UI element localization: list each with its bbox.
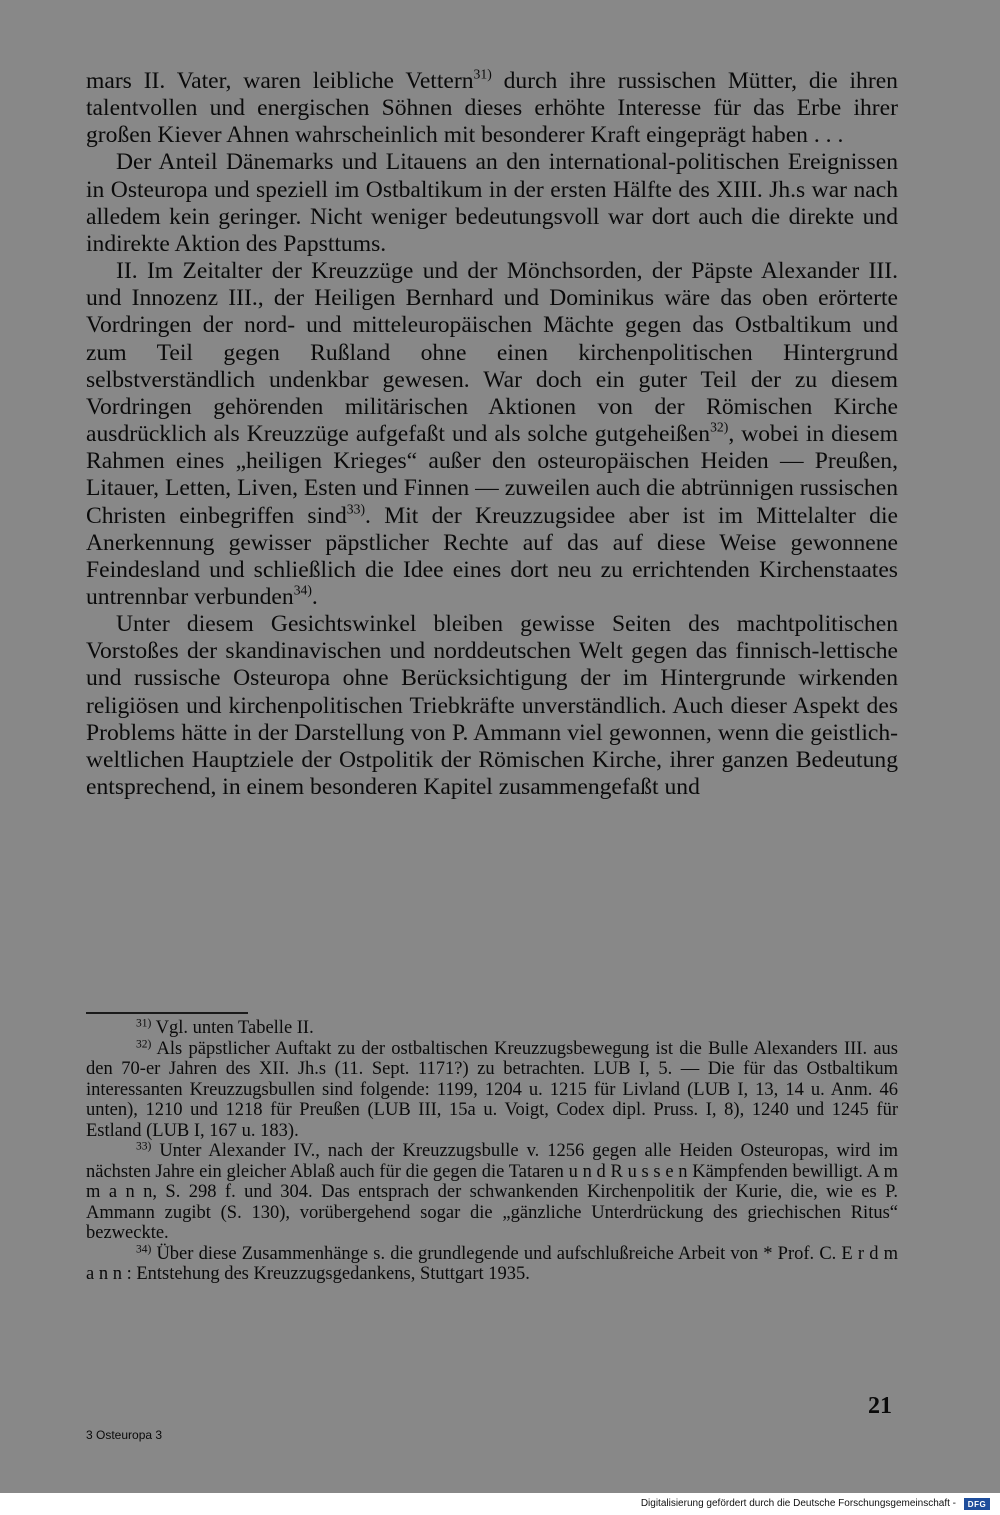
- footnote: [86, 1244, 898, 1285]
- paragraph-text: durch ihre russischen Mütter, die ihren talentvollen und energischen Söhnen dieses erhöhte Interesse für das Erbe ihrer großen Kiever Ahnen wahrscheinlich mit besonderer Kraft eingeprägt haben . . .: [86, 68, 898, 149]
- paragraph-text: . Mit der Kreuzzugsidee aber ist im Mittelalter die Anerkennung gewisser päpstlicher Rechte auf das auf diese Weise gewonnene Feindesland und schließlich die Idee eines dort neu zu errichtenden Kirchenstaates untrennbar verbunden: [86, 502, 898, 610]
- footnote: [86, 1018, 898, 1039]
- footnote-text: Unter Alexander IV., nach der Kreuzzugsbulle v. 1256 gegen alle Heiden Osteuropas, wird im nächsten Jahre ein gleicher Ablaß auch für die gegen die Tataren u n d R u s s e n Kämpfenden bewilligt. A m m a n n, S. 298 f. und 304. Das entsprach der schwankenden Kirchenpolitik der Kurie, die, wie es P. Ammann zugibt (S. 130), vorübergehend sogar die „gänzliche Unterdrückung des griechischen Ritus“ bezweckte.: [86, 1141, 898, 1243]
- page-number: 21: [868, 1393, 892, 1419]
- footnote-rule: [86, 1012, 248, 1014]
- footnote-text: Über diese Zusammenhänge s. die grundlegende und aufschlußreiche Arbeit von * Prof. C. E r d m a n n : Entstehung des Kreuzzugsgedankens, Stuttgart 1935.: [86, 1243, 898, 1284]
- footnote-mark: 31): [136, 1017, 152, 1030]
- paragraph-text: mars II. Vater, waren leibliche Vettern: [86, 68, 474, 94]
- paragraph-text: Der Anteil Dänemarks und Litauens an den international-politischen Ereignissen in Osteuropa und speziell im Ostbaltikum in der ersten Hälfte des XIII. Jh.s war nach alledem kein geringer. Nicht weniger bedeutungsvoll war dort auch die direkte und indirekte Aktion des Papsttums.: [86, 149, 898, 257]
- footnote-mark: 33): [136, 1140, 152, 1153]
- paragraph: [86, 258, 898, 611]
- paragraph-text: II. Im Zeitalter der Kreuzzüge und der Mönchsorden, der Päpste Alexander III. und Innozenz III., der Heiligen Bernhard und Dominikus wäre das oben erörterte Vordringen der nord- und mitteleuropäischen Mächte gegen das Ostbaltikum und zum Teil gegen Rußland ohne einen kirchenpolitischen Hintergrund selbstverständlich undenkbar gewesen. War doch ein guter Teil der zu diesem Vordringen gehörenden militärischen Aktionen von der Römischen Kirche ausdrücklich als Kreuzzüge aufgefaßt und als solche gutgeheißen: [86, 258, 898, 448]
- footnote-reference: 34): [293, 582, 312, 598]
- printer-signature: 3 Osteuropa 3: [86, 1428, 163, 1442]
- paragraph: [86, 149, 898, 258]
- dfg-logo: [964, 1498, 990, 1510]
- footnote: [86, 1039, 898, 1142]
- body-text: [86, 68, 898, 801]
- footnote-reference: 33): [346, 500, 365, 516]
- paragraph-text: , wobei in diesem Rahmen eines „heiligen Krieges“ außer den osteuropäischen Heiden — Preußen, Litauer, Letten, Liven, Esten und Finnen — zuweilen auch die abtrünnigen russischen Christen einbegriffen sind: [86, 421, 899, 529]
- digitization-credit: Digitalisierung gefördert durch die Deutsche Forschungsgemeinschaft -: [640, 1498, 956, 1509]
- footnote-reference: 31): [473, 66, 492, 82]
- footnote-mark: 34): [136, 1243, 152, 1256]
- footnotes: [86, 1018, 898, 1285]
- footnote-text: Als päpstlicher Auftakt zu der ostbaltischen Kreuzzugsbewegung ist die Bulle Alexanders III. aus den 70-er Jahren des XII. Jh.s (11. Sept. 1171?) zu betrachten. LUB I, 5. — Die für das Ostbaltikum interessanten Kreuzzugsbullen sind folgende: 1199, 1204 u. 1215 für Livland (LUB I, 13, 14 u. Anm. 46 unten), 1210 und 1218 für Preußen (LUB III, 15a u. Voigt, Codex dipl. Pruss. I, 8), 1240 und 1245 für Estland (LUB I, 167 u. 183).: [86, 1038, 898, 1141]
- dfg-logo-text: DFG: [967, 1499, 987, 1509]
- paragraph-text: .: [311, 583, 318, 610]
- paragraph: [86, 611, 898, 801]
- footnote: [86, 1141, 898, 1244]
- paragraph-text: Unter diesem Gesichtswinkel bleiben gewisse Seiten des machtpolitischen Vorstoßes der skandinavischen und norddeutschen Welt gegen das finnisch-lettische und russische Osteuropa ohne Berücksichtigung der im Hintergrunde wirkenden religiösen und kirchenpolitischen Triebkräfte unverständlich. Auch dieser Aspekt des Problems hätte in der Darstellung von P. Ammann viel gewonnen, wenn die geistlich-weltlichen Hauptziele der Ostpolitik der Römischen Kirche, ihrer ganzen Bedeutung entsprechend, in einem besonderen Kapitel zusammengefaßt und: [86, 611, 898, 801]
- footnote-reference: 32): [710, 419, 729, 435]
- paragraph: [86, 68, 898, 149]
- footnote-mark: 32): [136, 1038, 152, 1051]
- footnote-text: Vgl. unten Tabelle II.: [151, 1018, 314, 1038]
